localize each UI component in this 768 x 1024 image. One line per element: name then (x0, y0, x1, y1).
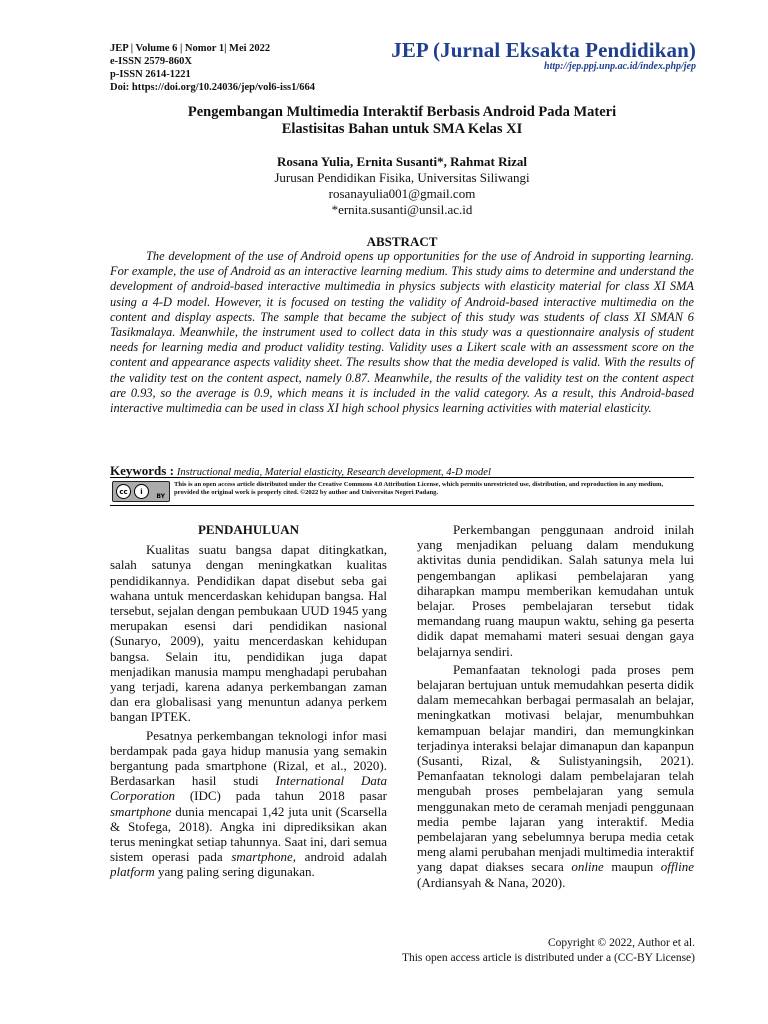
abstract-heading: ABSTRACT (366, 234, 438, 249)
doi[interactable]: Doi: https://doi.org/10.24036/jep/vol6-iss1/664 (110, 82, 316, 93)
author-block (110, 154, 694, 218)
license-top-rule (110, 477, 694, 478)
cc-by-license-icon[interactable] (112, 481, 170, 502)
affiliation: Jurusan Pendidikan Fisika, Universitas Siliwangi (274, 170, 530, 185)
paragraph: Pemanfaatan teknologi pada proses pem belajaran bertujuan untuk memudahkan peserta didik dalam memecahkan berbagai permasalah an belajar, meningkatkan motivasi belajar, menumbuhkan kemampuan belajar mandiri, dan memungkinkan terjadinya interaksi belajar dimanapun dan kapanpun (Susanti, Rizal, & Sulistyaningsih, 2021). Pemanfaatan teknologi dalam pembelajaran telah mengubah proses pembelajaran yang semula menggunakan meto de ceramah menjadi penggunaan media pembe lajaran yang interaktif. Media pembelajaran yang sebelumnya berupa media cetak meng alami perubahan menjadi multimedia interaktif yang dapat diakses secara online maupun offline (Ardiansyah & Nana, 2020). (417, 661, 694, 890)
paragraph: Pesatnya perkembangan teknologi infor masi berdampak pada gaya hidup manusia yang semakin bergantung pada smartphone (Rizal, et al., 2020). Berdasarkan hasil studi International Data Corporation (IDC) pada tahun 2018 pasar smartphone dunia mencapai 1,42 juta unit (Scarsella & Stofega, 2018). Angka ini diprediksikan akan terus meningkat setiap tahunnya. Saat ini, dari semua sistem operasi pada smartphone, android adalah platform yang paling sering digunakan. (110, 727, 387, 880)
license-bottom-rule (110, 505, 694, 506)
journal-info (110, 42, 315, 94)
title-line-2: Elastisitas Bahan untuk SMA Kelas XI (281, 120, 523, 137)
e-issn: e-ISSN 2579-860X (110, 56, 192, 67)
license-statement: This open access article is distributed under a (CC-BY License) (401, 951, 695, 964)
left-column (110, 522, 387, 880)
journal-name: JEP (Jurnal Eksakta Pendidikan) (391, 38, 696, 62)
section-heading: PENDAHULUAN (197, 522, 300, 537)
journal-volume: JEP | Volume 6 | Nomor 1| Mei 2022 (110, 43, 271, 54)
abstract-text: The development of the use of Android opens up opportunities for the use of Android in supporting learning. For example, the use of Android as an interactive learning medium. This study aims to determine and understand the development of android-based interactive multimedia in physics subjects with elasticity material for class XI SMA using a 4-D model. However, it is focused on testing the validity of Android-based interactive multimedia on the content and display aspects. The sample that became the subject of this study was students of class XI SMAN 6 Tasikmalaya. Meanwhile, the instrument used to collect data in this study was a questionnaire analysis of student needs for learning media and product validity testing. Validity uses a Likert scale with an assessment score on the content and appearance aspects validity sheet. The results show that the media developed is valid. With the results of the validity test on the content aspect, namely 0.87. Meanwhile, the results of the validity test on the content aspect are 0.93, so the average is 0.9, which means it is included in the valid category. As a result, this Android-based interactive multimedia can be used in class XI high school physics learning activities with material elasticity. (110, 249, 694, 416)
author-email-2[interactable]: *ernita.susanti@unsil.ac.id (331, 202, 473, 217)
paragraph: Perkembangan penggunaan android inilah yang menjadikan peluang dalam mendukung aktivitas dunia pendidikan. Salah satunya mela lui pengembangan aplikasi pembelajaran yang diharapkan mampu memberikan kemudahan untuk belajar. Proses pembelajaran tersebut tidak memandang ruang maupun waktu, sehing ga peserta didik dapat memahami materi sesuai dengan gaya belajarnya sendiri. (417, 522, 694, 659)
journal-masthead (391, 38, 696, 72)
attribution-icon: i (134, 484, 149, 499)
license-text: This is an open access article distributed under the Creative Commons 4.0 Attribution License, which permits unrestricted use, distribution, and reproduction in any medium, provided the original work is properly cited. ©2022 by author and Universitas Negeri Padang. (174, 481, 664, 497)
keywords-label: Keywords : (110, 463, 174, 478)
copyright: Copyright © 2022, Author et al. (547, 937, 695, 949)
title-line-1: Pengembangan Multimedia Interaktif Berbasis Android Pada Materi (187, 104, 617, 120)
cc-icon: cc (116, 484, 131, 499)
author-names: Rosana Yulia, Ernita Susanti*, Rahmat Rizal (276, 154, 528, 169)
journal-url[interactable]: http://jep.ppj.unp.ac.id/index.php/jep (544, 61, 696, 72)
right-column (417, 522, 694, 890)
paper-title (110, 104, 694, 137)
paragraph: Kualitas suatu bangsa dapat ditingkatkan, salah satunya dengan meningkatkan kualitas pendidikannya. Pendidikan dapat disebut seba gai wahana untuk mencerdaskan kehidupan bangsa. Hal tersebut, sejalan dengan pembukaan UUD 1945 yang merupakan esensi dari pendidikan nasional (Sunaryo, 2009), yaitu mencerdaskan kehidupan bangsa. Selain itu, pendidikan juga dapat menjadikan manusia mampu menghadapi perubahan yang terjadi, karena adanya perkembangan zaman dan era globalisasi yang menuntun adanya perkem bangan IPTEK. (110, 542, 387, 725)
keywords-text: Instructional media, Material elasticity, Research development, 4-D model (176, 467, 491, 478)
author-email-1[interactable]: rosanayulia001@gmail.com (328, 186, 476, 201)
page-footer (402, 936, 695, 965)
by-label: BY (156, 493, 165, 500)
p-issn: p-ISSN 2614-1221 (110, 69, 191, 80)
